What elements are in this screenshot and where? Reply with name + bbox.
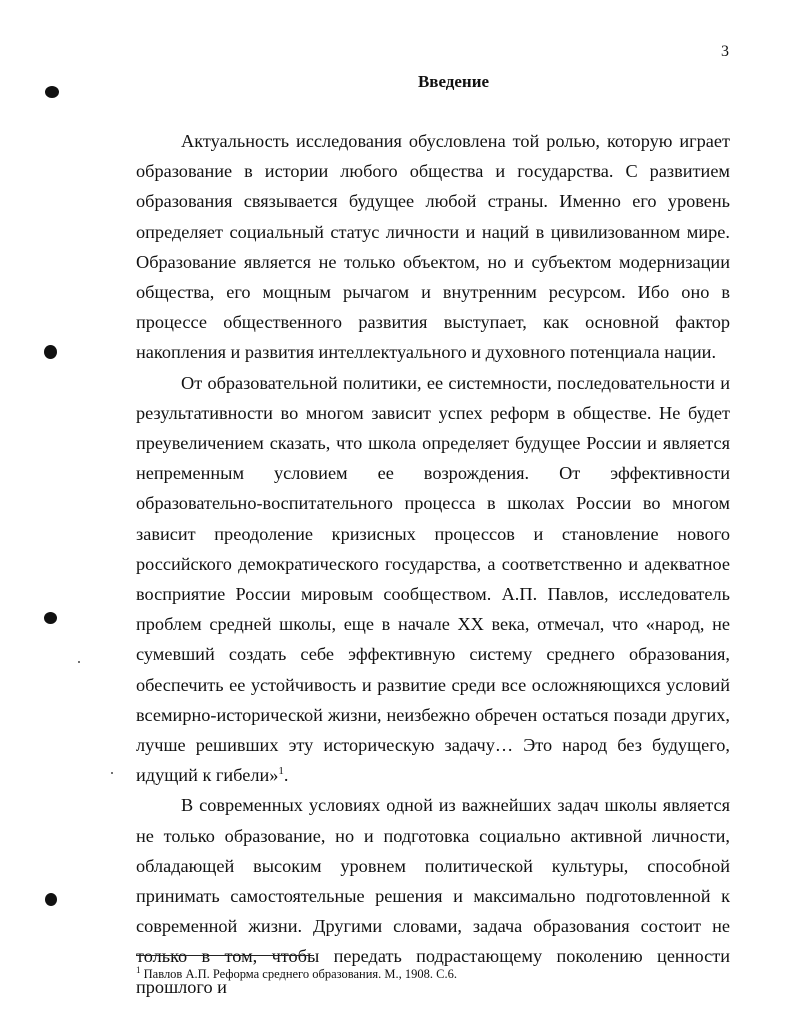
binding-hole-mark — [44, 345, 57, 359]
scan-speck — [78, 661, 80, 663]
scan-speck — [111, 772, 113, 774]
footnote-number: 1 — [136, 965, 141, 975]
binding-hole-mark — [45, 893, 57, 906]
page-number: 3 — [721, 43, 729, 60]
paragraph-2: От образовательной политики, ее системности, последовательности и результативности во многом зависит успех реформ в обществе. Не будет преувеличением сказать, что школа определяет будущее России и является непременным условием ее возрождения. От эффективности образовательно-воспитательного процесса в школах России во многом зависит преодоление кризисных процессов и становление нового российского демократического государства, а соответственно и адекватное восприятие России мировым сообществом. А.П. Павлов, исследователь проблем средней школы, еще в начале XX века, отмечал, что «народ, не сумевший создать себе эффективную систему среднего образования, обеспечить ее устойчивость и развитие среди все осложняющихся условий всемирно-исторической жизни, неизбежно обречен остаться позади других, лучше решивших эту историческую задачу… Это народ без будущего, идущий к гибели»$^1$. — [136, 372, 730, 786]
paragraph-1: Актуальность исследования обусловлена той ролью, которую играет образование в истории любого общества и государства. С развитием образования связывается будущее любой страны. Именно его уровень определяет социальный статус личности и наций в цивилизованном мире. Образование является не только объектом, но и субъектом модернизации общества, его мощным рычагом и внутренним ресурсом. Ибо оно в процессе общественного развития выступает, как основной фактор накопления и развития интеллектуального и духовного потенциала нации. — [136, 131, 730, 363]
paragraph-2-text: От образовательной политики, ее системности, последовательности и результативности во многом зависит успех реформ в обществе. Не будет преувеличением сказать, что школа определяет будущее России и является непременным условием ее возрождения. От эффективности образовательно-воспитательного процесса в школах России во многом зависит преодоление кризисных процессов и становление нового российского демократического государства, а соответственно и адекватное восприятие России мировым сообществом. А.П. Павлов, исследователь проблем средней школы, еще в начале XX века, отмечал, что «народ, не сумевший создать себе эффективную систему среднего образования, обеспечить ее устойчивость и развитие среди все осложняющихся условий всемирно-исторической жизни, неизбежно обречен остаться позади других, лучше решивших эту историческую задачу… Это народ без будущего, идущий к гибели» — [136, 372, 730, 786]
binding-hole-mark — [44, 612, 57, 624]
footnote-reference: 1 — [278, 765, 284, 778]
section-title: Введение — [417, 72, 490, 91]
footnote-divider — [136, 955, 314, 956]
paragraph-3: В современных условиях одной из важнейших задач школы является не только образование, но и подготовка социально активной личности, обладающей высоким уровнем политической культуры, способной принимать самостоятельные решения и максимально подготовленной к современной жизни. Другими словами, задача образования состоит не только в том, чтобы передать подрастающему поколению ценности прошлого и — [136, 795, 730, 997]
binding-hole-mark — [45, 86, 59, 98]
footnote-text: Павлов А.П. Реформа среднего образования. М., 1908. С.6. — [143, 967, 458, 981]
body-text — [136, 126, 730, 1002]
footnote — [136, 962, 736, 982]
